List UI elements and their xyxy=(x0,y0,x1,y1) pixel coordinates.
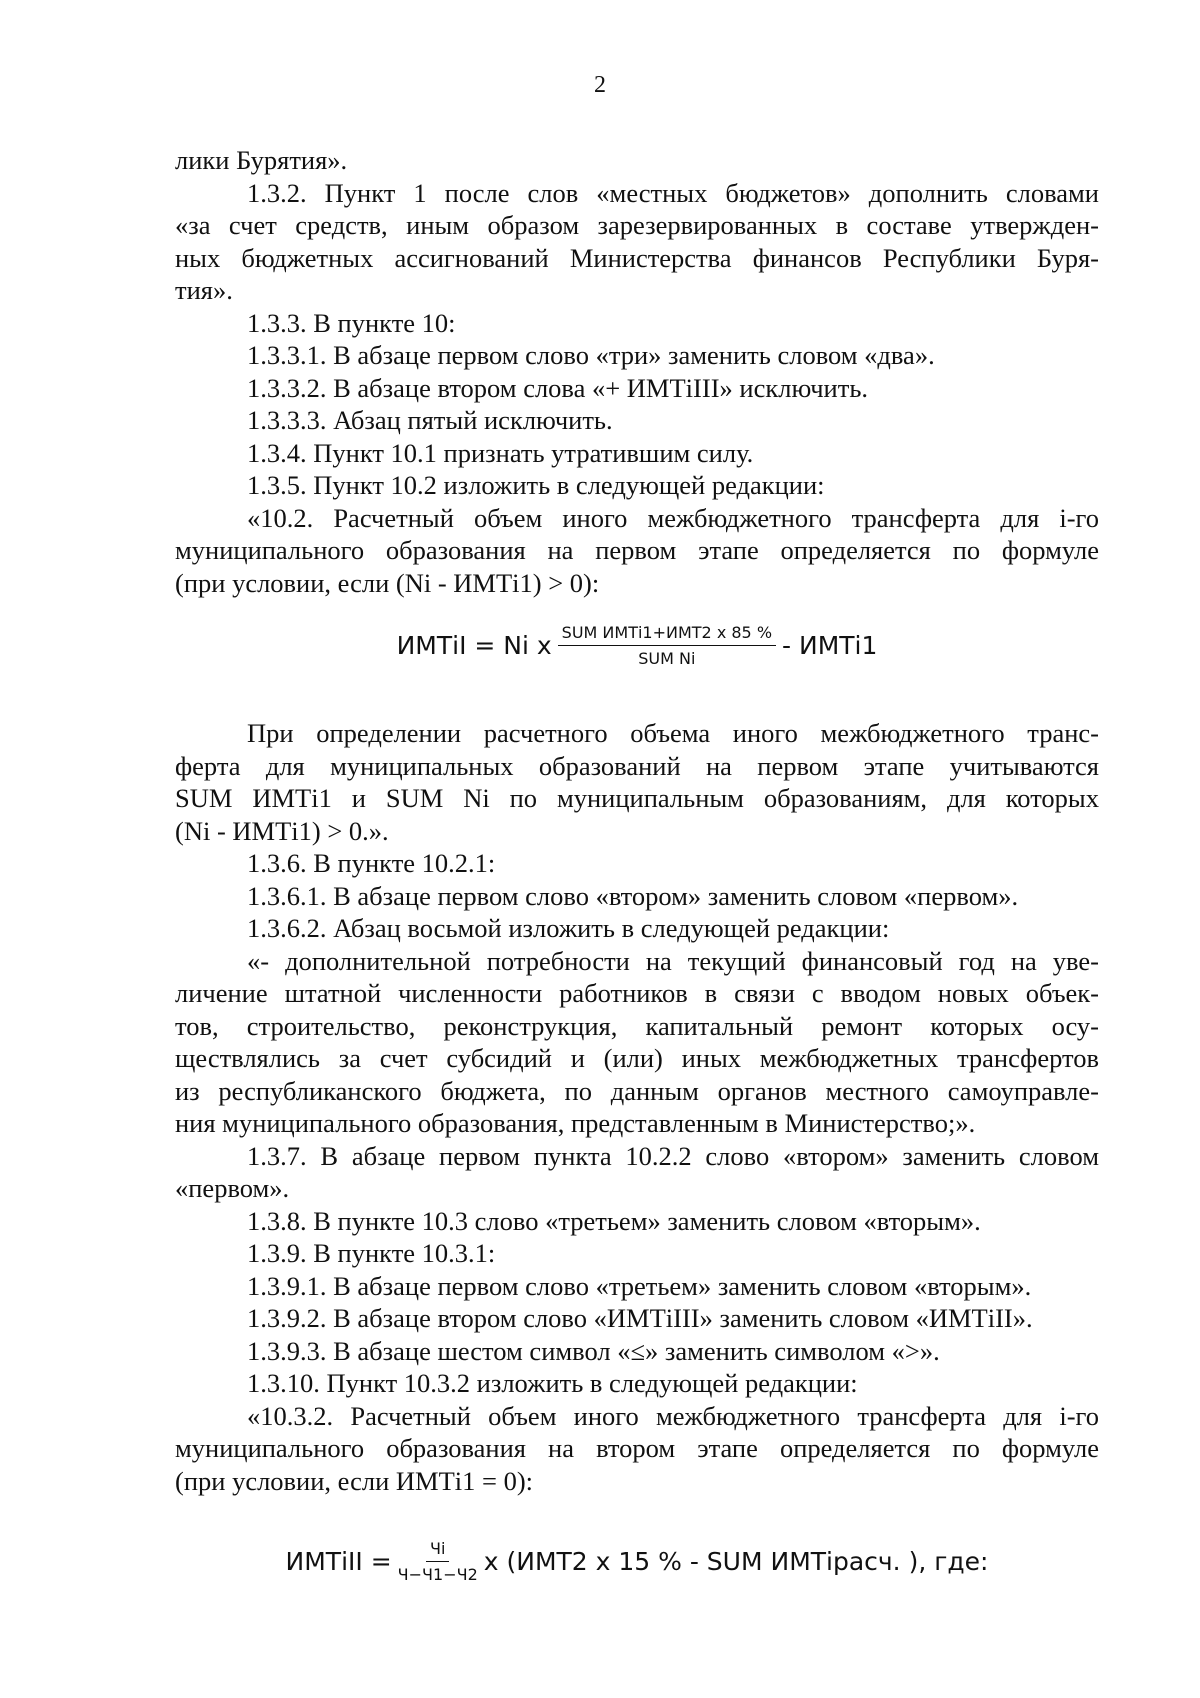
text-line: 1.3.6. В пункте 10.2.1: xyxy=(247,848,496,878)
paragraph xyxy=(175,502,1099,600)
paragraph xyxy=(175,847,1099,880)
text-line: муниципального образования на втором этапе определяется по формуле xyxy=(175,1433,1099,1463)
formula-lhs: ИМТiII = xyxy=(285,1546,392,1576)
text-line: «10.3.2. Расчетный объем иного межбюджетного трансферта для i-го xyxy=(247,1400,1099,1431)
formula-imt-second-stage xyxy=(175,1519,1099,1605)
text-line: 1.3.9.3. В абзаце шестом символ «≤» заменить символом «>». xyxy=(247,1335,940,1366)
paragraph xyxy=(175,1400,1099,1498)
text-line: муниципального образования на первом этапе определяется по формуле xyxy=(175,535,1099,565)
text-line: ферта для муниципальных образований на первом этапе учитываются xyxy=(175,750,1099,781)
text-line: 1.3.6.1. В абзаце первом слово «втором» заменить словом «первом». xyxy=(247,880,1019,911)
text-line: «10.2. Расчетный объем иного межбюджетного трансферта для i-го xyxy=(247,502,1099,533)
formula-lhs: ИМТiI = Ni x xyxy=(396,630,552,660)
text-line: «- дополнительной потребности на текущий финансовый год на уве- xyxy=(247,945,1099,976)
text-line: При определении расчетного объема иного межбюджетного транс- xyxy=(247,718,1099,748)
paragraph xyxy=(175,177,1099,307)
text-line: тия». xyxy=(175,275,233,305)
paragraph xyxy=(175,144,1099,177)
text-line: ществлялись за счет субсидий и (или) иных межбюджетных трансфертов xyxy=(175,1043,1099,1073)
paragraph xyxy=(175,1205,1099,1238)
paragraph xyxy=(175,1140,1099,1205)
paragraph xyxy=(175,1270,1099,1303)
paragraph xyxy=(175,1302,1099,1335)
text-line: 1.3.8. В пункте 10.3 слово «третьем» заменить словом «вторым». xyxy=(247,1205,981,1236)
text-line: 1.3.9.1. В абзаце первом слово «третьем» заменить словом «вторым». xyxy=(247,1270,1032,1301)
text-line: 1.3.3.1. В абзаце первом слово «три» заменить словом «два». xyxy=(247,340,935,370)
paragraph xyxy=(175,945,1099,1140)
paragraph xyxy=(175,339,1099,372)
text-line: 1.3.2. Пункт 1 после слов «местных бюджетов» дополнить словами xyxy=(247,177,1099,208)
paragraph xyxy=(175,372,1099,405)
text-line: 1.3.3.3. Абзац пятый исключить. xyxy=(247,405,613,435)
text-line: SUM ИМТi1 и SUM Ni по муниципальным образованиям, для которых xyxy=(175,783,1099,813)
paragraph xyxy=(175,1367,1099,1400)
formula-rhs: x (ИМТ2 x 15 % - SUM ИМТiрасч. ), где: xyxy=(483,1546,989,1576)
document-body xyxy=(175,144,1099,1605)
text-line: 1.3.3.2. В абзаце втором слова «+ ИМТiIII» исключить. xyxy=(247,372,869,403)
text-line: тов, строительство, реконструкция, капитальный ремонт которых осу- xyxy=(175,1010,1099,1041)
text-line: 1.3.5. Пункт 10.2 изложить в следующей редакции: xyxy=(247,470,825,500)
formula-fraction xyxy=(558,623,776,670)
text-line: (Ni - ИМТi1) > 0.». xyxy=(175,815,389,846)
text-line: 1.3.7. В абзаце первом пункта 10.2.2 слово «втором» заменить словом xyxy=(247,1140,1099,1171)
formula-denominator: SUM Ni xyxy=(638,648,696,668)
text-line: «за счет средств, иным образом зарезервированных в составе утвержден- xyxy=(175,210,1099,240)
paragraph xyxy=(175,1237,1099,1270)
paragraph xyxy=(175,437,1099,470)
formula-imt-first-stage xyxy=(175,611,1099,681)
text-line: ных бюджетных ассигнований Министерства финансов Республики Буря- xyxy=(175,242,1099,273)
text-line: 1.3.9. В пункте 10.3.1: xyxy=(247,1238,496,1268)
formula-numerator: Чi xyxy=(426,1539,449,1562)
text-line: (при условии, если (Ni - ИМТi1) > 0): xyxy=(175,567,600,598)
paragraph xyxy=(175,912,1099,945)
formula-numerator: SUM ИМТi1+ИМТ2 x 85 % xyxy=(558,623,776,646)
formula-rhs: - ИМТi1 xyxy=(782,630,878,660)
paragraph xyxy=(175,717,1099,847)
paragraph xyxy=(175,880,1099,913)
paragraph xyxy=(175,469,1099,502)
text-line: лики Бурятия». xyxy=(175,145,348,175)
text-line: из республиканского бюджета, по данным органов местного самоуправле- xyxy=(175,1075,1099,1106)
formula-fraction xyxy=(398,1539,478,1586)
text-line: «первом». xyxy=(175,1173,290,1203)
text-line: 1.3.4. Пункт 10.1 признать утратившим силу. xyxy=(247,437,754,468)
paragraph xyxy=(175,307,1099,340)
text-line: 1.3.9.2. В абзаце втором слово «ИМТiIII» заменить словом «ИМТiII». xyxy=(247,1303,1033,1333)
paragraph xyxy=(175,1335,1099,1368)
text-line: личение штатной численности работников в связи с вводом новых объек- xyxy=(175,978,1099,1008)
text-line: ния муниципального образования, представленным в Министерство;». xyxy=(175,1108,976,1138)
formula-denominator: Ч−Ч1−Ч2 xyxy=(397,1564,478,1584)
paragraph xyxy=(175,404,1099,437)
text-line: (при условии, если ИМТi1 = 0): xyxy=(175,1465,534,1496)
page-number: 2 xyxy=(594,72,606,98)
text-line: 1.3.6.2. Абзац восьмой изложить в следующей редакции: xyxy=(247,913,890,943)
text-line: 1.3.3. В пункте 10: xyxy=(247,307,456,338)
text-line: 1.3.10. Пункт 10.3.2 изложить в следующей редакции: xyxy=(247,1368,858,1398)
